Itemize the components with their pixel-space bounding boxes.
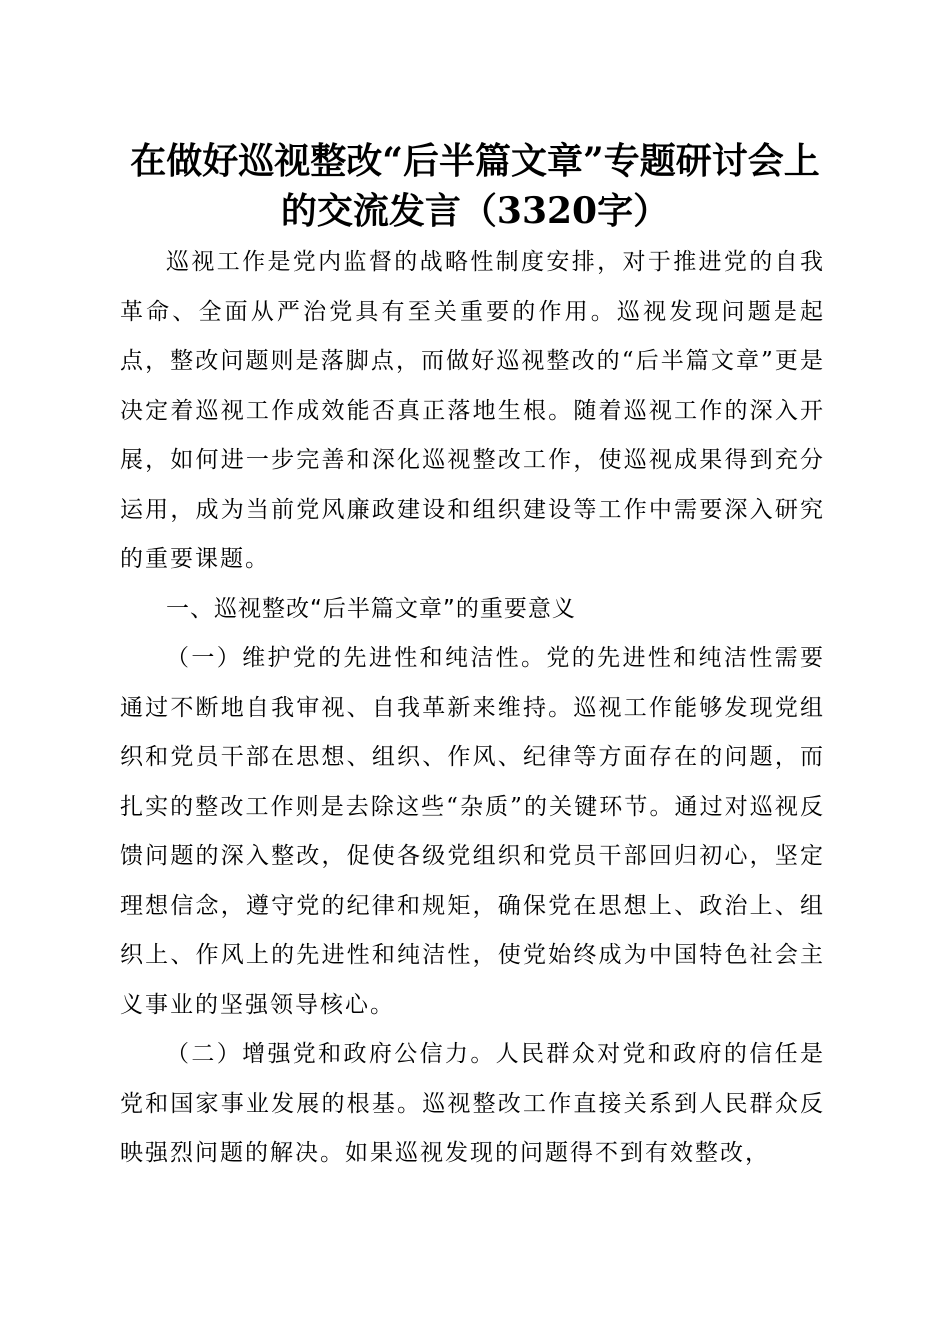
section-heading: 一、巡视整改“后半篇文章”的重要意义 — [166, 595, 576, 622]
subsection-paragraph-2: （二）增强党和政府公信力。人民群众对党和政府的信任是党和国家事业发展的根基。巡视整改工作直接关系到人民群众反映强烈问题的解决。如果巡视发现的问题得不到有效整改， — [120, 1041, 825, 1166]
subsection-paragraph-1: （一）维护党的先进性和纯洁性。党的先进性和纯洁性需要通过不断地自我审视、自我革新来维持。巡视工作能够发现党组织和党员干部在思想、组织、作风、纪律等方面存在的问题，而扎实的整改工作则是去除这些“杂质”的关键环节。通过对巡视反馈问题的深入整改，促使各级党组织和党员干部回归初心，坚定理想信念，遵守党的纪律和规矩，确保党在思想上、政治上、组织上、作风上的先进性和纯洁性，使党始终成为中国特色社会主义事业的坚强领导核心。 — [120, 645, 825, 1018]
document-title-line-1: 在做好巡视整改“后半篇文章”专题研讨会上 — [130, 140, 820, 182]
document-body — [120, 238, 825, 1179]
intro-paragraph: 巡视工作是党内监督的战略性制度安排，对于推进党的自我革命、全面从严治党具有至关重要的作用。巡视发现问题是起点，整改问题则是落脚点，而做好巡视整改的“后半篇文章”更是决定着巡视工作成效能否真正落地生根。随着巡视工作的深入开展，如何进一步完善和深化巡视整改工作，使巡视成果得到充分运用，成为当前党风廉政建设和组织建设等工作中需要深入研究的重要课题。 — [120, 249, 825, 572]
document-title-line-2: 的交流发言（3320字） — [280, 190, 670, 232]
